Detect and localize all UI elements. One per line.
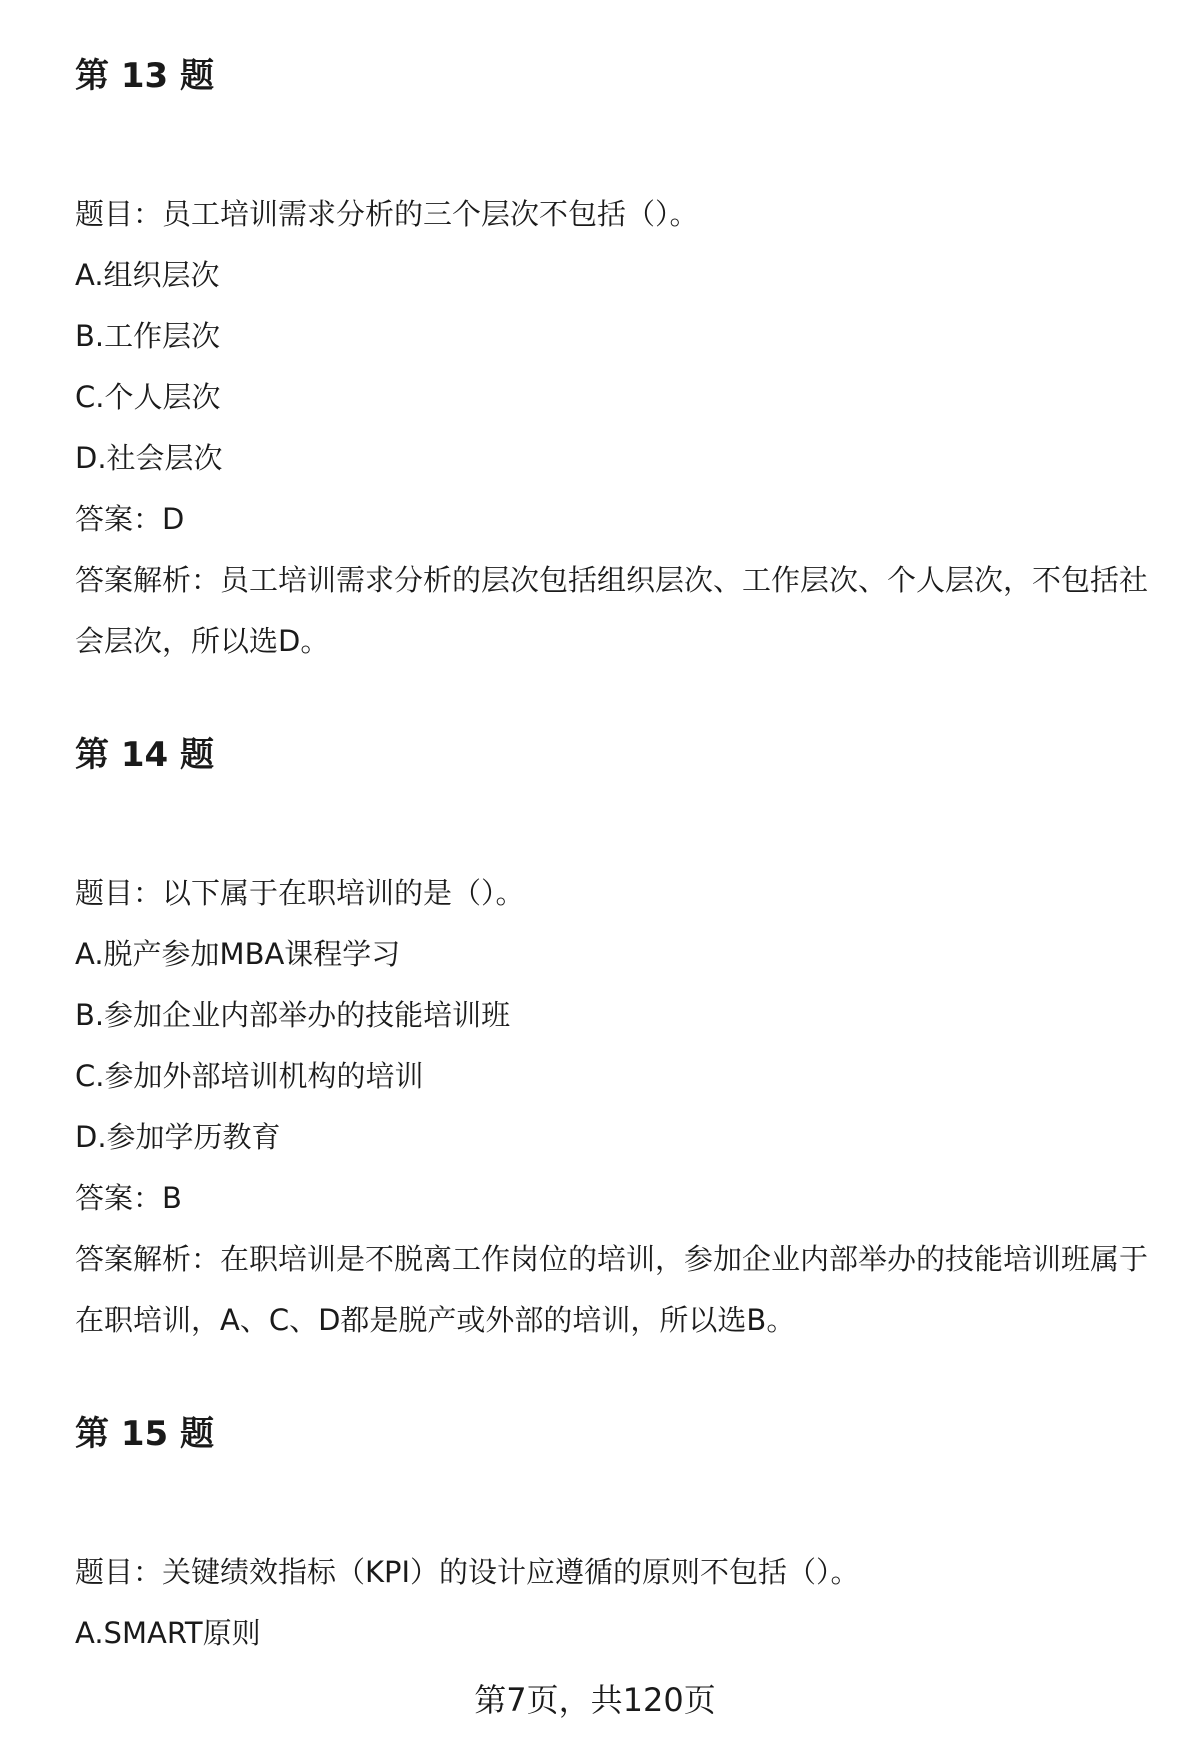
- question-15: [75, 1414, 1165, 1664]
- answer: 答案：D: [75, 502, 185, 536]
- question-body: [75, 863, 1165, 1351]
- question-stem: 题目：员工培训需求分析的三个层次不包括（）。: [75, 197, 699, 231]
- option-b: B.参加企业内部举办的技能培训班: [75, 998, 511, 1032]
- option-a: A.组织层次: [75, 258, 220, 292]
- question-14: [75, 735, 1165, 1351]
- answer-analysis: 答案解析：在职培训是不脱离工作岗位的培训，参加企业内部举办的技能培训班属于在职培训，A、C、D都是脱产或外部的培训，所以选B。: [75, 1242, 1149, 1337]
- question-13: [75, 56, 1165, 672]
- question-heading: 第 13 题: [75, 56, 214, 96]
- answer-analysis: 答案解析：员工培训需求分析的层次包括组织层次、工作层次、个人层次，不包括社会层次，所以选D。: [75, 563, 1149, 658]
- question-heading: 第 15 题: [75, 1414, 214, 1454]
- option-b: B.工作层次: [75, 319, 221, 353]
- option-a: A.SMART原则: [75, 1616, 261, 1650]
- question-stem: 题目：关键绩效指标（KPI）的设计应遵循的原则不包括（）。: [75, 1555, 860, 1589]
- option-c: C.参加外部培训机构的培训: [75, 1059, 424, 1093]
- question-heading: 第 14 题: [75, 735, 214, 775]
- question-body: [75, 1542, 1165, 1664]
- option-d: D.参加学历教育: [75, 1120, 281, 1154]
- question-stem: 题目：以下属于在职培训的是（）。: [75, 876, 525, 910]
- option-d: D.社会层次: [75, 441, 223, 475]
- question-body: [75, 184, 1165, 672]
- option-a: A.脱产参加MBA课程学习: [75, 937, 401, 971]
- page-number: 第7页，共120页: [474, 1681, 716, 1719]
- option-c: C.个人层次: [75, 380, 221, 414]
- answer: 答案：B: [75, 1181, 182, 1215]
